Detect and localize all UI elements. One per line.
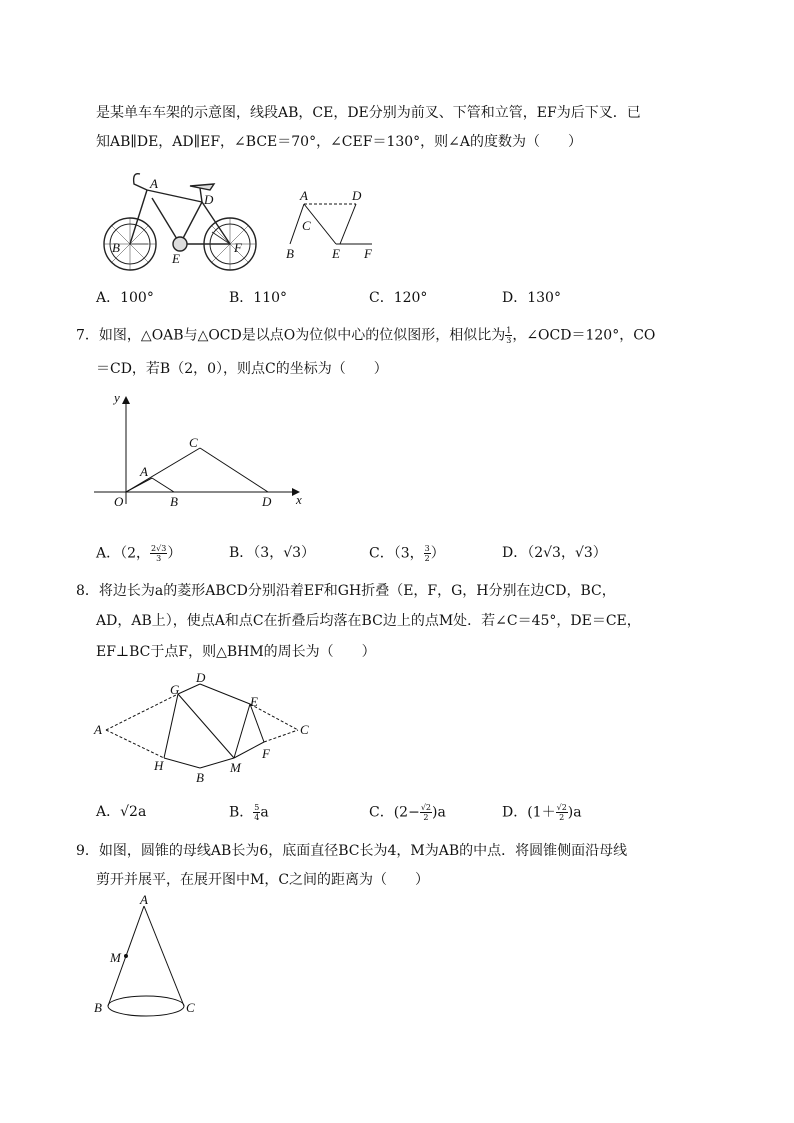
q7-option-d[interactable]: D．（2√3，√3）: [502, 545, 607, 561]
point-c-label: C: [189, 435, 198, 450]
q8-text-line3: EF⊥BC于点F，则△BHM的周长为（ ）: [96, 644, 376, 660]
q7-option-c[interactable]: C．（3， $\frac{3}{2}$ ）: [369, 544, 445, 563]
q8-label-d: D: [196, 670, 206, 685]
point-d-label: D: [262, 494, 272, 509]
q6-label-c: C: [302, 218, 311, 233]
q8-option-b[interactable]: B． $\frac{5}{4}$ a: [229, 803, 269, 822]
q8-option-c[interactable]: C．(2− $\frac{√2}{2}$ )a: [369, 803, 446, 822]
q9-label-b: B: [94, 1000, 102, 1015]
q7-option-a[interactable]: A．（2， $\frac{2√3}{3}$ ）: [96, 544, 182, 563]
q9-label-c: C: [186, 1000, 195, 1015]
q7-option-b[interactable]: B．（3，√3）: [229, 545, 316, 561]
point-o-label: O: [114, 494, 124, 509]
q8-text-line1: [76, 582, 616, 600]
bike-label-b: B: [112, 240, 120, 255]
q8-label-m: M: [230, 760, 241, 775]
q6-option-b[interactable]: B．110°: [229, 290, 288, 306]
q6-label-b: B: [286, 246, 294, 261]
q7-coordinate-graph: [92, 392, 312, 512]
q8-text-line2: AD，AB上），使点A和点C在折叠后均落在BC边上的点M处．若∠C＝45°，DE＝CE，: [96, 613, 641, 629]
q7-number: 7．: [76, 327, 99, 344]
q8-label-h: H: [154, 758, 164, 773]
q8-label-b: B: [196, 770, 204, 785]
q8-label-g: G: [170, 682, 180, 697]
q8-rhombus-diagram: [92, 668, 322, 786]
point-m-dot: [124, 954, 128, 958]
point-a-label: A: [140, 464, 148, 479]
bike-label-a: A: [150, 176, 158, 191]
q6-label-e: E: [332, 246, 340, 261]
q6-label-f: F: [364, 246, 372, 261]
q6-option-d[interactable]: D．130°: [502, 290, 561, 306]
q6-option-c[interactable]: C．120°: [369, 290, 428, 306]
y-axis-label: y: [114, 390, 120, 405]
q8-label-e: E: [250, 694, 258, 709]
x-axis-label: x: [296, 492, 302, 507]
bike-label-f: F: [234, 240, 242, 255]
q6-label-d: D: [352, 188, 362, 203]
q8-option-d[interactable]: D．(1＋ $\frac{√2}{2}$ )a: [502, 803, 582, 822]
q7-text-line2: ＝CD，若B（2，0），则点C的坐标为（ ）: [96, 361, 388, 377]
q8-label-c: C: [300, 722, 309, 737]
q8-number: 8．: [76, 583, 99, 599]
q6-text-line1: 是某单车车架的示意图，线段AB，CE，DE分别为前叉、下管和立管，EF为后下叉．已: [96, 105, 641, 121]
q8-option-a[interactable]: A．√2a: [96, 804, 147, 820]
q7-ratio: $\frac{1}{3}$: [506, 326, 512, 345]
q9-text: 如图，圆锥的母线AB长为6，底面直径BC长为4，M为AB的中点．将圆锥侧面沿母线: [98, 843, 628, 859]
q9-number: 9．: [76, 843, 99, 859]
bike-label-e: E: [172, 251, 180, 266]
q9-label-m: M: [110, 950, 121, 965]
q8-label-a: A: [94, 722, 102, 737]
q7-text-end: ，∠OCD＝120°，CO: [512, 327, 656, 344]
q6-label-a: A: [300, 188, 308, 203]
q9-label-a: A: [140, 892, 148, 907]
point-b-label: B: [170, 494, 178, 509]
bicycle-figure: [92, 162, 264, 274]
q6-option-a[interactable]: A．100°: [96, 290, 154, 306]
q9-text-line1: [76, 842, 627, 860]
q8-label-f: F: [262, 746, 270, 761]
q6-text-line2: 知AB∥DE，AD∥EF，∠BCE＝70°，∠CEF＝130°，则∠A的度数为（ ）: [96, 134, 583, 150]
q9-cone-diagram: [92, 892, 212, 1020]
q8-text: 将边长为a的菱形ABCD分别沿着EF和GH折叠（E，F，G，H分别在边CD，BC，: [98, 583, 616, 599]
q7-text: 如图，△OAB与△OCD是以点O为位似中心的位似图形，相似比为: [98, 327, 506, 344]
bike-label-d: D: [204, 192, 214, 207]
q6-angle-diagram: [280, 188, 380, 268]
q7-text-line1: [76, 326, 655, 345]
q9-text-line2: 剪开并展平，在展开图中M，C之间的距离为（ ）: [96, 872, 430, 888]
